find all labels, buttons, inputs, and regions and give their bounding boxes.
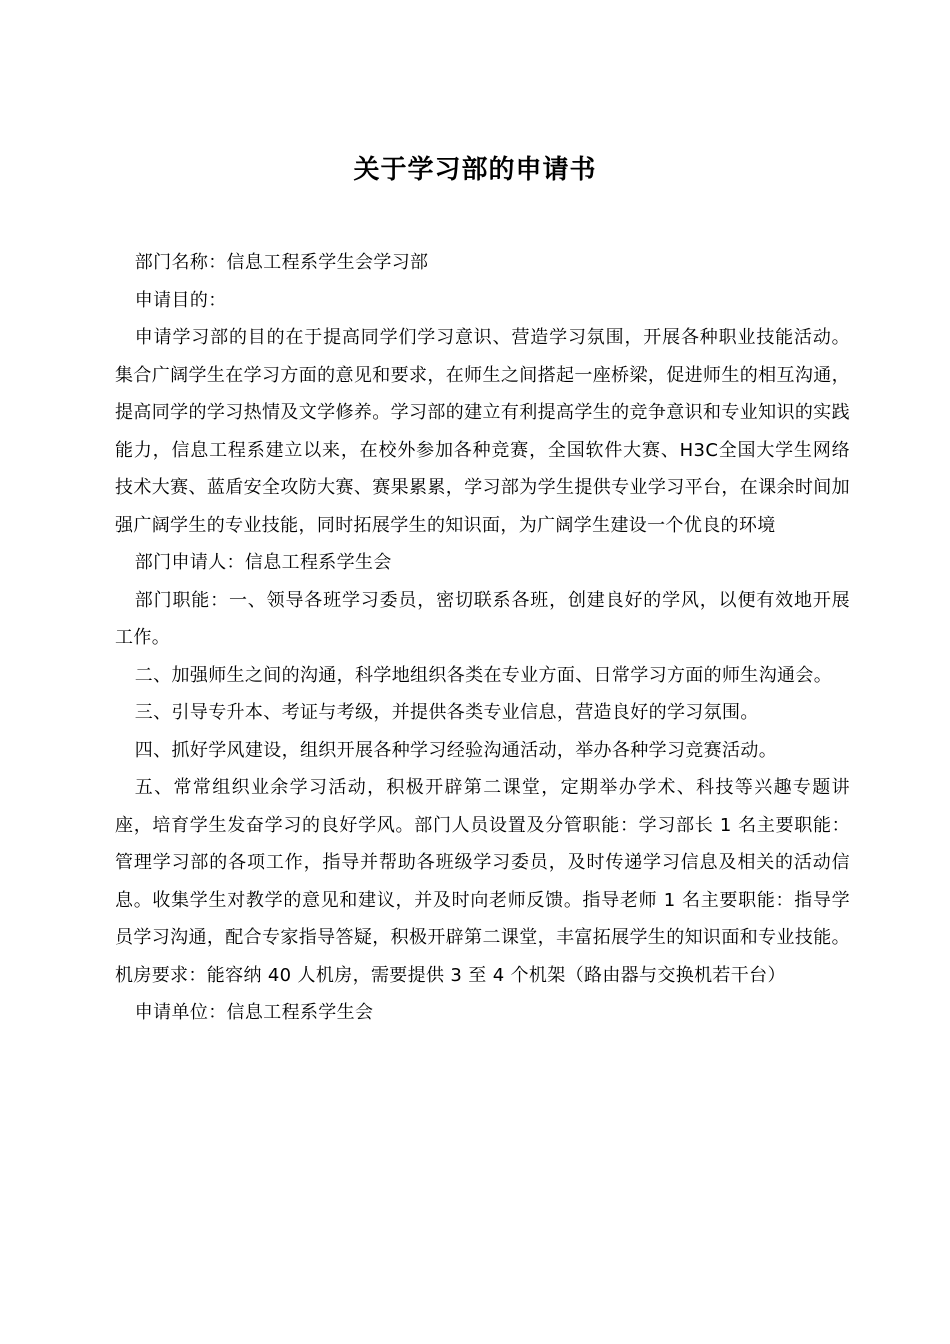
document-page bbox=[115, 0, 850, 1344]
paragraph-function-3: 三、引导专升本、考证与考级，并提供各类专业信息，营造良好的学习氛围。 bbox=[134, 702, 759, 723]
paragraph-function-1: 部门职能：一、领导各班学习委员，密切联系各班，创建良好的学风，以便有效地开展工作。 bbox=[115, 589, 850, 648]
paragraph-purpose-text: 申请学习部的目的在于提高同学们学习意识、营造学习氛围，开展各种职业技能活动。集合广阔学生在学习方面的意见和要求，在师生之间搭起一座桥梁，促进师生的相互沟通，提高同学的学习热情及文学修养。学习部的建立有利提高学生的竞争意识和专业知识的实践能力，信息工程系建立以来，在校外参加各种竞赛，全国软件大赛、H3C全国大学生网络技术大赛、蓝盾安全攻防大赛、赛果累累，学习部为学生提供专业学习平台，在课余时间加强广阔学生的专业技能，同时拓展学生的知识面，为广阔学生建设一个优良的环境 bbox=[115, 327, 850, 536]
paragraph-applicant: 部门申请人：信息工程系学生会 bbox=[134, 552, 392, 573]
paragraph-function-4: 四、抓好学风建设，组织开展各种学习经验沟通活动，举办各种学习竞赛活动。 bbox=[134, 739, 778, 761]
paragraph-function-5: 五、常常组织业余学习活动，积极开辟第二课堂，定期举办学术、科技等兴趣专题讲座，培育学生发奋学习的良好学风。部门人员设置及分管职能：学习部长 1 名主要职能：管理学习部的各项工作，指导并帮助各班级学习委员，及时传递学习信息及相关的活动信息。收集学生对教学的意见和建议，并及时向老师反馈。指导老师 1 名主要职能：指导学员学习沟通，配合专家指导答疑，积极开辟第二课堂，丰富拓展学生的知识面和专业技能。机房要求：能容纳 40 人机房，需要提供 3 至 4 个机架（路由器与交换机若干台） bbox=[115, 777, 850, 986]
paragraph-purpose-label: 申请目的： bbox=[134, 289, 227, 311]
document-title: 关于学习部的申请书 bbox=[353, 155, 597, 186]
paragraph-function-2: 二、加强师生之间的沟通，科学地组织各类在专业方面、日常学习方面的师生沟通会。 bbox=[134, 664, 833, 686]
paragraph-applicant-unit: 申请单位：信息工程系学生会 bbox=[134, 1002, 374, 1023]
document-body bbox=[115, 244, 850, 1032]
paragraph-department-name: 部门名称：信息工程系学生会学习部 bbox=[134, 252, 429, 273]
